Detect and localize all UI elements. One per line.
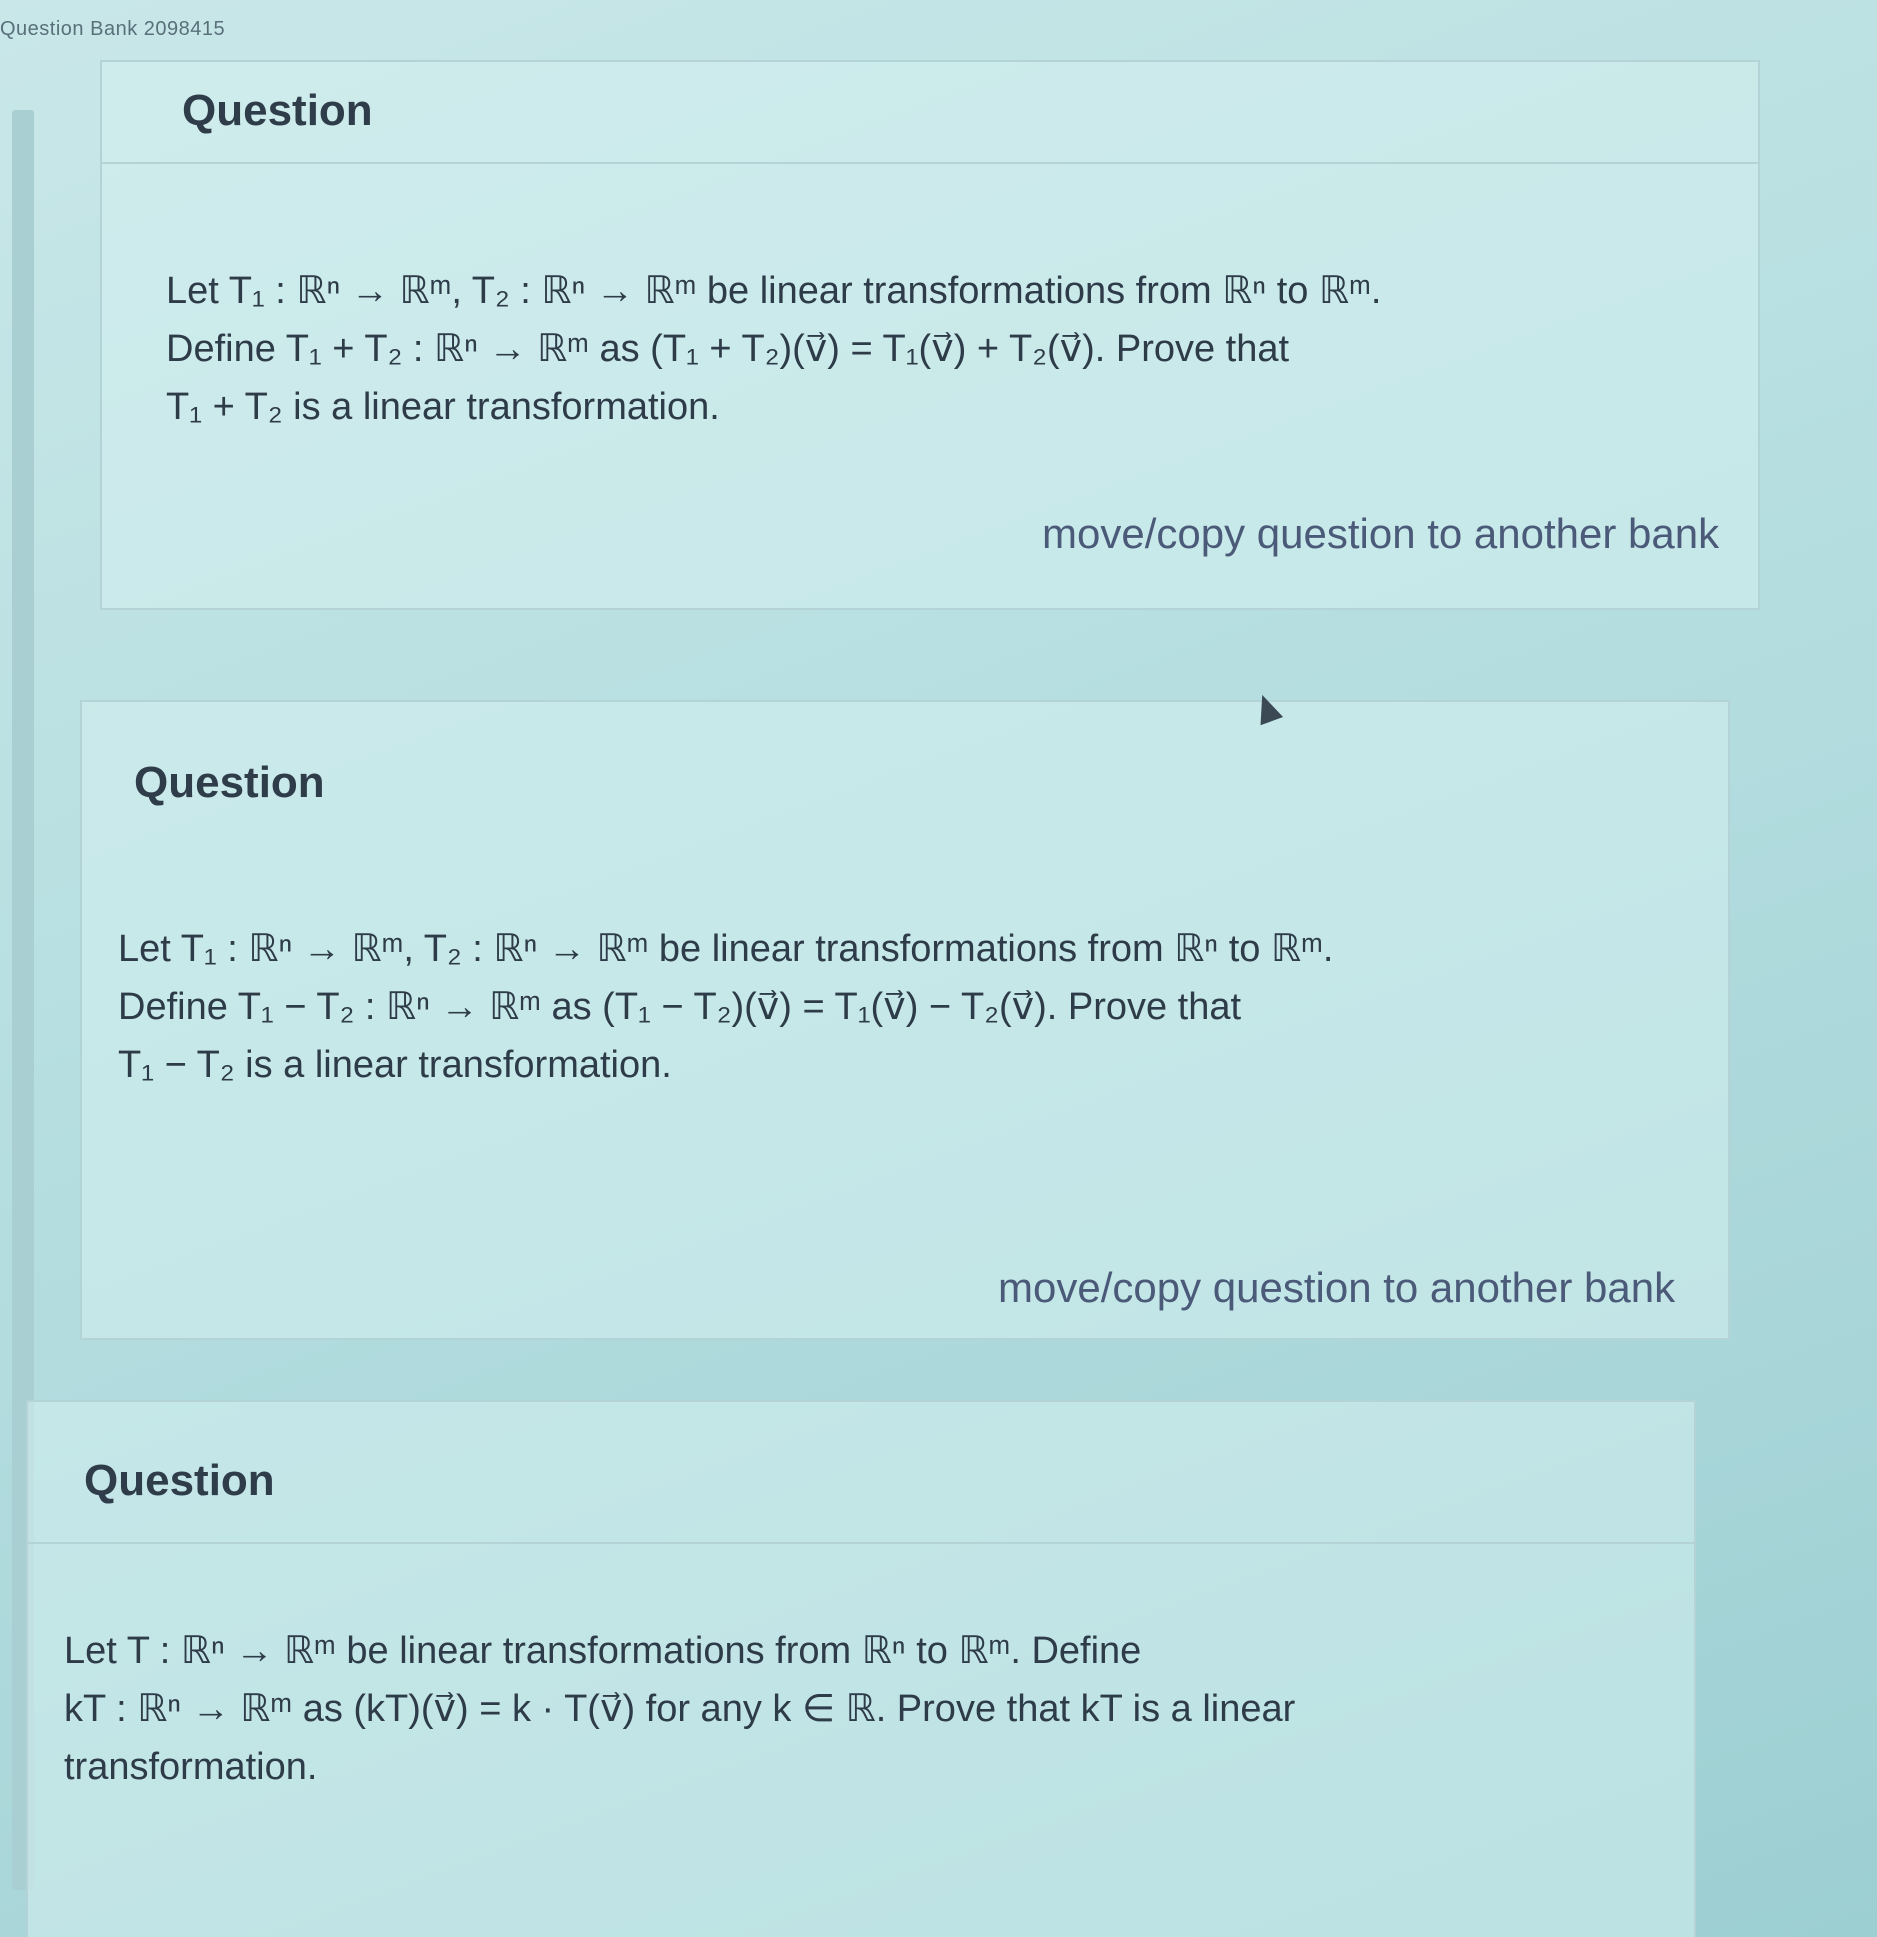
move-copy-question-link[interactable]: move/copy question to another bank bbox=[1042, 510, 1720, 557]
question-line: Let T₁ : ℝⁿ → ℝᵐ, T₂ : ℝⁿ → ℝᵐ be linear transformations from ℝⁿ to ℝᵐ. bbox=[166, 270, 1382, 312]
question-title: Question bbox=[84, 1456, 275, 1505]
question-line: T₁ − T₂ is a linear transformation. bbox=[118, 1044, 672, 1086]
question-title: Question bbox=[134, 758, 325, 807]
question-line: kT : ℝⁿ → ℝᵐ as (kT)(v⃗) = k · T(v⃗) for any k ∈ ℝ. Prove that kT is a linear bbox=[64, 1688, 1296, 1730]
question-text bbox=[118, 920, 1333, 1094]
question-line: Define T₁ + T₂ : ℝⁿ → ℝᵐ as (T₁ + T₂)(v⃗) = T₁(v⃗) + T₂(v⃗). Prove that bbox=[166, 328, 1290, 370]
question-card-header bbox=[28, 1402, 1694, 1544]
question-line: T₁ + T₂ is a linear transformation. bbox=[166, 386, 720, 428]
move-copy-question-link[interactable]: move/copy question to another bank bbox=[998, 1264, 1676, 1311]
question-line: Define T₁ − T₂ : ℝⁿ → ℝᵐ as (T₁ − T₂)(v⃗) = T₁(v⃗) − T₂(v⃗). Prove that bbox=[118, 986, 1242, 1028]
question-text bbox=[166, 262, 1381, 436]
question-bank-label: Question Bank 2098415 bbox=[0, 18, 226, 40]
question-card-2 bbox=[80, 700, 1730, 1340]
question-text bbox=[64, 1622, 1295, 1796]
question-line: Let T : ℝⁿ → ℝᵐ be linear transformations from ℝⁿ to ℝᵐ. Define bbox=[64, 1630, 1142, 1672]
question-line: transformation. bbox=[64, 1746, 318, 1788]
question-title: Question bbox=[182, 86, 373, 135]
question-card-1 bbox=[100, 60, 1760, 610]
question-line: Let T₁ : ℝⁿ → ℝᵐ, T₂ : ℝⁿ → ℝᵐ be linear transformations from ℝⁿ to ℝᵐ. bbox=[118, 928, 1334, 970]
question-card-3 bbox=[26, 1400, 1696, 1937]
